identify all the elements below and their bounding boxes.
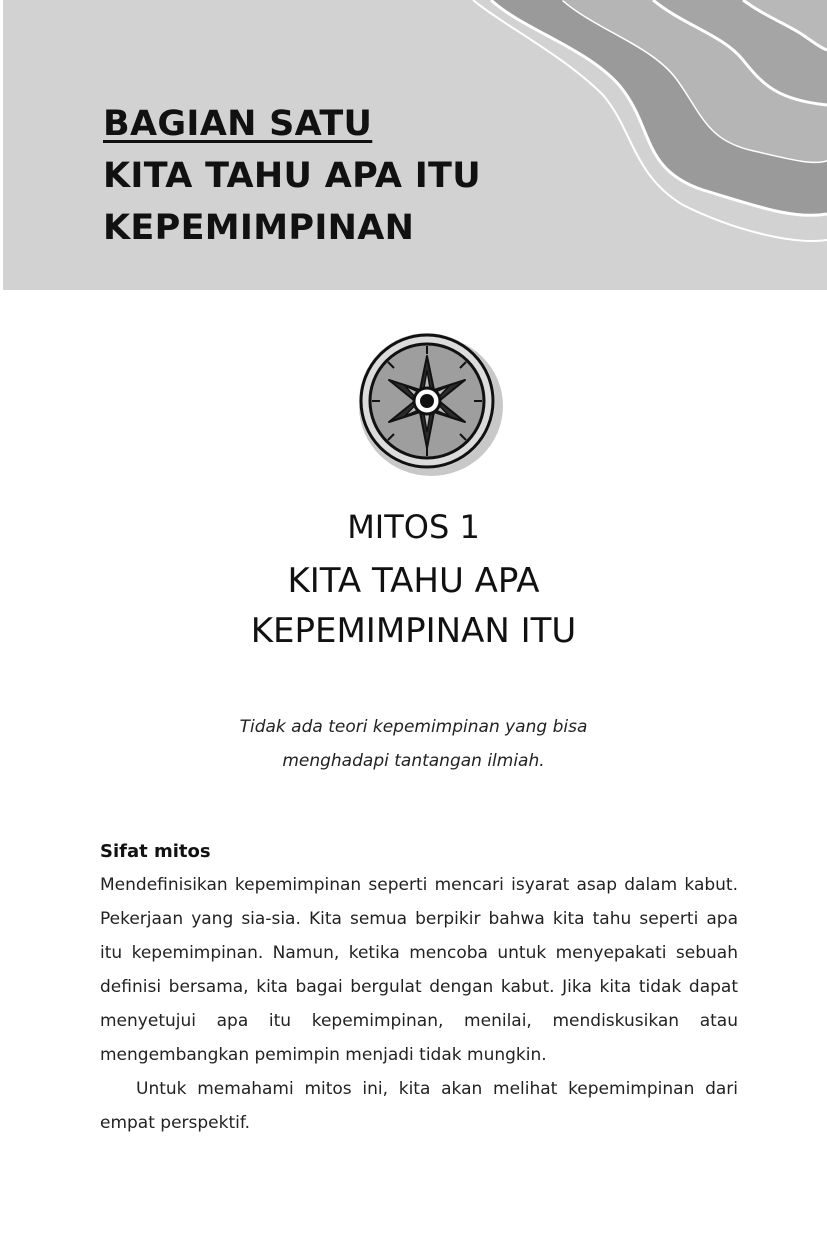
epigraph — [0, 710, 827, 778]
compass-icon — [345, 330, 505, 478]
part-title — [103, 98, 481, 254]
myth-number: MITOS 1 — [347, 508, 480, 546]
part-title-line-1: KITA TAHU APA ITU — [103, 156, 481, 196]
epigraph-line-1: Tidak ada teori kepemimpinan yang bisa — [239, 717, 588, 737]
myth-title — [0, 556, 827, 656]
myth-title-line-1: KITA TAHU APA — [287, 561, 540, 601]
paragraph-2: Untuk memahami mitos ini, kita akan melihat kepemimpinan dari empat perspektif. — [100, 1079, 738, 1133]
epigraph-line-2: menghadapi tantangan ilmiah. — [282, 751, 545, 771]
header-band — [3, 0, 827, 290]
paragraph-1: Mendefinisikan kepemimpinan seperti mencari isyarat asap dalam kabut. Pekerjaan yang sia-sia. Kita semua berpikir bahwa kita tahu seperti apa itu kepemimpinan. Namun, ketika mencoba untuk menyepakati sebuah definisi bersama, kita bagai bergulat dengan kabut. Jika kita tidak dapat menyetujui apa itu kepemimpinan, menilai, mendiskusikan atau mengembangkan pemimpin menjadi tidak mungkin. — [100, 875, 738, 1065]
part-label: BAGIAN SATU — [103, 104, 373, 144]
myth-title-line-2: KEPEMIMPINAN ITU — [250, 611, 577, 651]
section-heading: Sifat mitos — [100, 841, 211, 862]
body-text — [100, 868, 738, 1140]
part-title-line-2: KEPEMIMPINAN — [103, 208, 415, 248]
